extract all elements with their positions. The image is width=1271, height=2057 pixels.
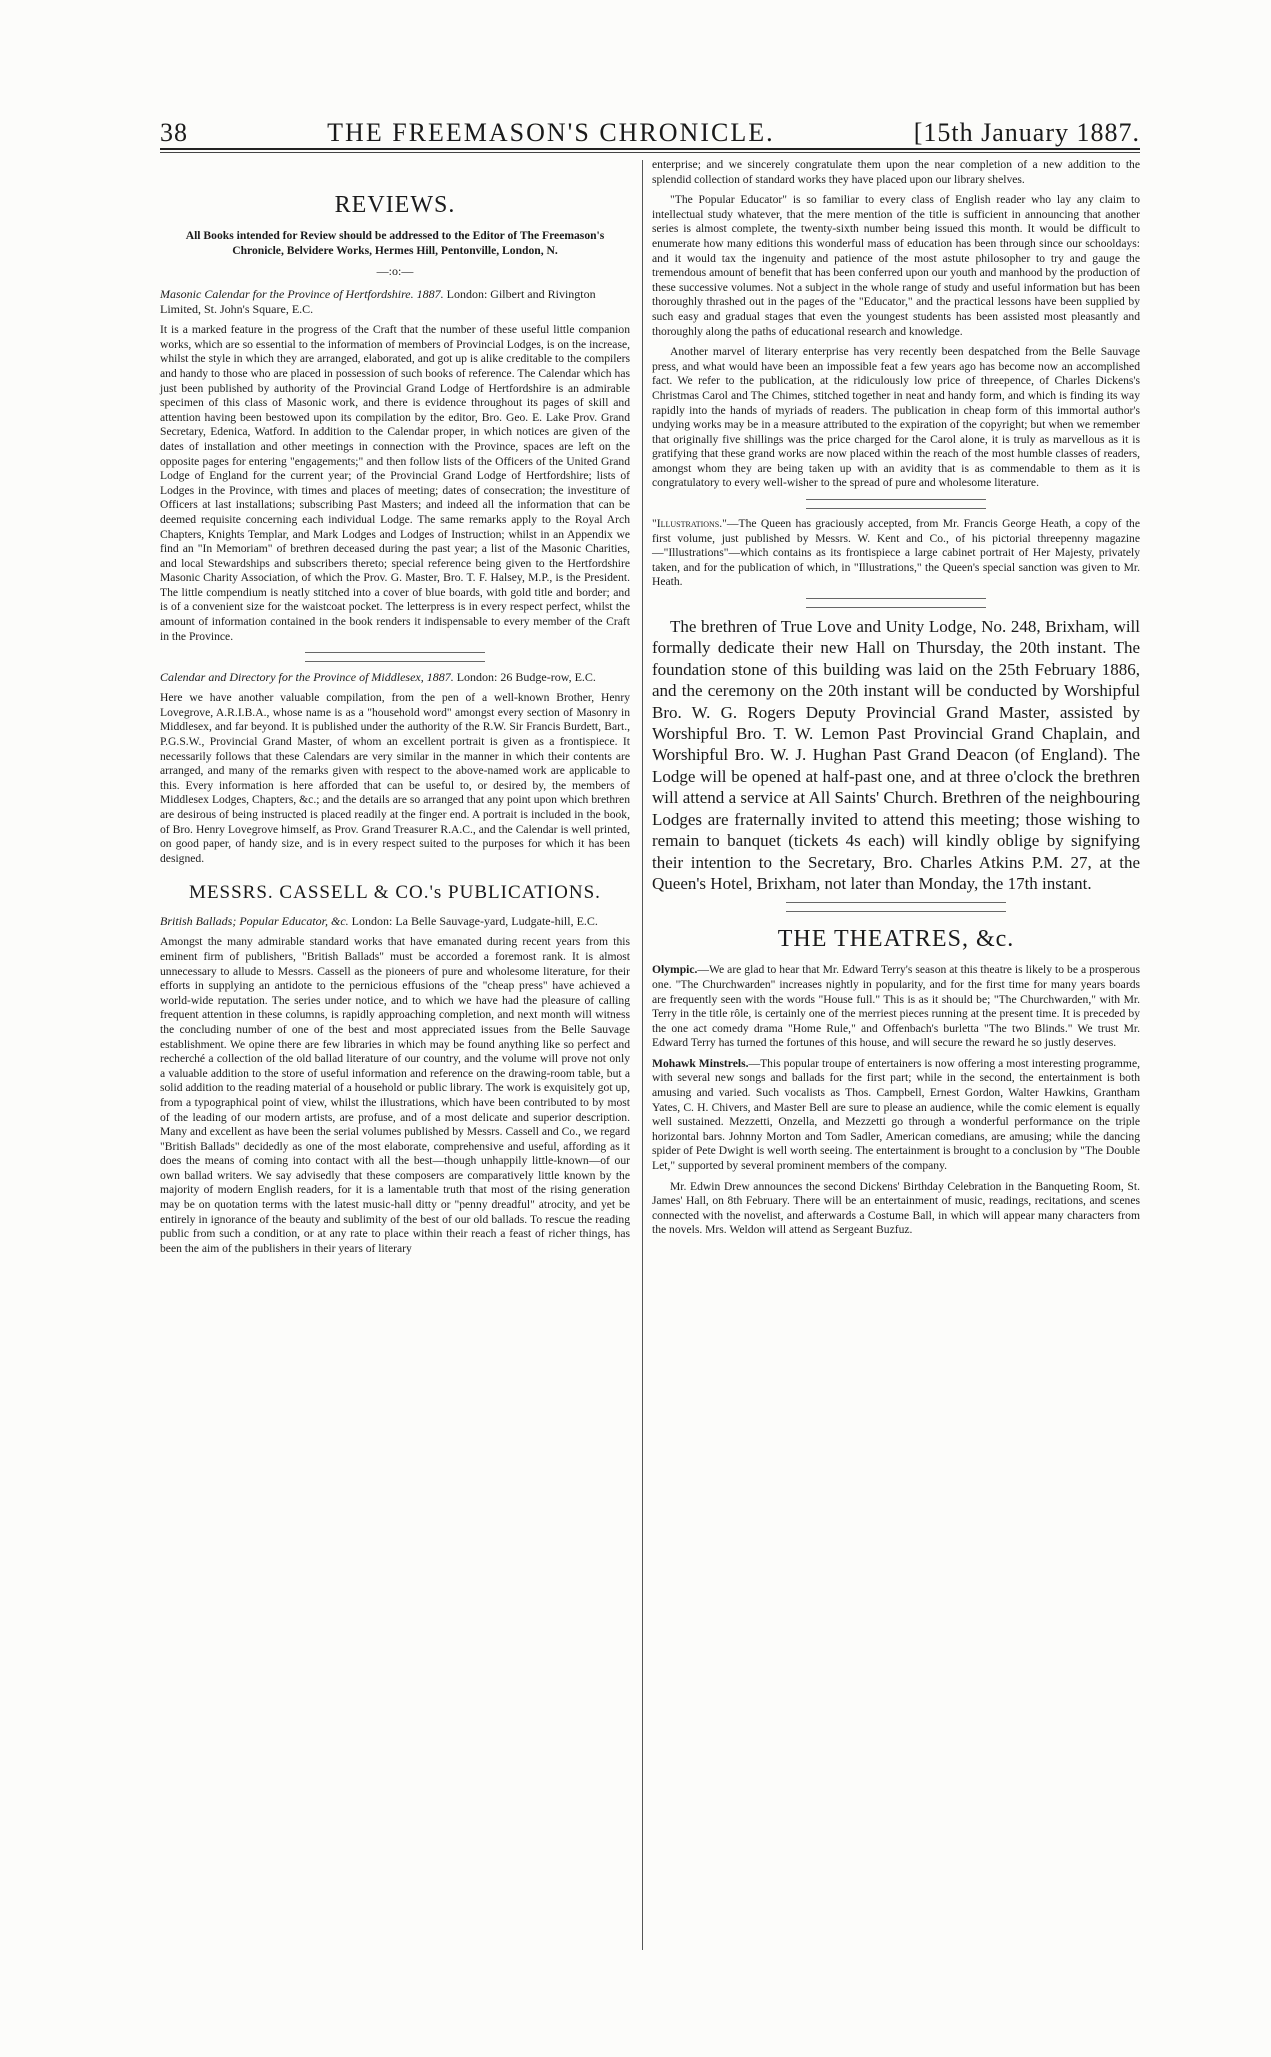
reviews-heading: REVIEWS. bbox=[334, 192, 456, 218]
dickens-review: Another marvel of literary enterprise has very recently been despatched from the Belle Sauvage press, and what would have been an impossible feat a few years ago has become now an accomplished fact. We refer to the publication, at the ridiculously low price of threepence, of Charles Dickens's Christmas Carol and The Chimes, stitched together in neat and handy form, and which is finding its way rapidly into the hands of myriads of readers. The publication in cheap form of this immortal author's undying works may be in a measure attributed to the expiration of the copyright; but when we remember that originally five shillings was the price charged for the Carol alone, it is truly as marvellous as it is gratifying that these grand works are now placed within the reach of the most humble classes of readers, amongst whom they are being taken up with an avidity that is as commendable to them as it is congratulatory to every well-wisher to the spread of pure and wholesome literature. bbox=[652, 345, 1140, 490]
brixham-notice-block bbox=[652, 616, 1140, 894]
illustrations-text: —The Queen has graciously accepted, from Mr. Francis George Heath, a copy of the first volume, just published by Messrs. W. Kent and Co., of his pictorial threepenny magazine—"Illustrations"—which contains as its frontispiece a large cabinet portrait of Her Majesty, privately taken, and for the publication of which, in "Illustrations," the Queen's special sanction was given to Mr. Heath. bbox=[652, 517, 1140, 589]
issue-date: [15th January 1887. bbox=[913, 118, 1140, 147]
cassell-title: British Ballads; Popular Educator, &c. bbox=[160, 914, 349, 929]
section-divider bbox=[806, 499, 986, 509]
educator-review: "The Popular Educator" is so familiar to every class of English reader who lay any claim to intellectual study whatever, that the mere mention of the title is sufficient in announcing that another series is almost complete, the twenty-sixth number being issued this month. It would be difficult to enumerate how many editions this wonderful mass of education has been through since our schooldays: and it would tax the ingenuity and patience of the most astute philosopher to try and gauge the tremendous amount of benefit that has been conferred upon our youth and manhood by the production of these successive volumes. Not a subject in the whole range of study and useful information but has been thoroughly thrashed out in the pages of the "Educator," and the practical lessons have been supplied by such easy and gradual stages that even the youngest students has been assisted most pleasantly and thoroughly along the paths of educational research and knowledge. bbox=[652, 193, 1140, 338]
book2-review: Here we have another valuable compilation, from the pen of a well-known Brother, Henry Lovegrove, A.R.I.B.A., whose name is as a "household word" amongst every section of Masonry in Middlesex, and far beyond. It is published under the authority of the R.W. Sir Francis Burdett, Bart., P.G.S.W., Provincial Grand Master, of whom an excellent portrait is given as a frontispiece. It necessarily follows that these Calendars are very similar in the manner in which their contents are arranged, and many of the remarks given with respect to the above-named work are applicable to this. Every information is here afforded that can be useful to, or desired by, the members of Middlesex Lodges, Chapters, &c.; and the details are so arranged that any point upon which brethren are desirous of being instructed is placed readily at the finger end. A portrait is included in the book, of Bro. Henry Lovegrove himself, as Prov. Grand Treasurer R.A.C., and the Calendar is well printed, on good paper, of handy size, and is in every respect suited to the purposes for which it has been designed. bbox=[160, 691, 630, 865]
book1-title: Masonic Calendar for the Province of Hertfordshire. 1887. bbox=[160, 287, 444, 302]
section-divider bbox=[305, 652, 485, 662]
illustrations-label: "Illustrations." bbox=[652, 517, 727, 531]
book1-publisher: London: Gilbert and Rivington Limited, St. John's Square, E.C. bbox=[160, 287, 596, 317]
page-header bbox=[160, 108, 1140, 148]
reviews-note: All Books intended for Review should be addressed to the Editor of The Freemason's Chronicle, Belvidere Works, Hermes Hill, Pentonville, London, N. bbox=[185, 229, 605, 257]
header-rule bbox=[160, 148, 1140, 150]
olympic-paragraph bbox=[652, 963, 1140, 1051]
cassell-title-line bbox=[160, 914, 630, 929]
mohawk-paragraph bbox=[652, 1057, 1140, 1174]
illustrations-notice bbox=[652, 517, 1140, 590]
section-divider bbox=[806, 598, 986, 608]
cassell-review-continued: enterprise; and we sincerely congratulate them upon the near completion of a new addition to the splendid collection of standard works they have placed upon our library shelves. bbox=[652, 158, 1140, 186]
book2-heading bbox=[160, 670, 630, 685]
reviews-separator: —:o:— bbox=[376, 264, 414, 279]
book1-review: It is a marked feature in the progress of the Craft that the number of these useful little companion works, which are so essential to the information of members of Provincial Lodges, is on the increase, whilst the style in which they are arranged, elaborated, and got up is alike creditable to the compilers and handy to those who are placed in possession of such books of reference. The Calendar which has just been published by authority of the Provincial Grand Lodge of Hertfordshire is an admirable specimen of this class of Masonic work, and there is evidence throughout its pages of skill and attention having been bestowed upon its compilation by the editor, Bro. Geo. E. Lake Prov. Grand Secretary, Edenica, Watford. In addition to the Calendar proper, in which notices are given of the dates of installation and other meetings in connection with the Province, spaces are left on the opposite pages for entering "engagements;" and then follow lists of the Officers of the United Grand Lodge of England for the current year; of the Provincial Grand Lodge of Hertfordshire; lists of Lodges in the Province, with times and places of meeting; dates of consecration; the investiture of Officers at last installations; subscribing Past Masters; and indeed all the information that can be deemed requisite concerning each individual Lodge. The same remarks apply to the Royal Arch Chapters, Knights Templar, and Mark Lodges and Lodges of Instruction; whilst in an Appendix we find an "In Memoriam" of brethren deceased during the past year; a list of the Masonic Charities, and local Stewardships and subscribers thereto; special reference being given to the Hertfordshire Masonic Charity Association, of which the Prov. G. Master, Bro. T. F. Halsey, M.P., is the President. The little compendium is neatly stitched into a cover of blue boards, with gold title and border; and is of a convenient size for the waistcoat pocket. The letterpress is in every respect perfect, whilst the amount of information contained in the book renders it indispensable to every member of the Craft in the Province. bbox=[160, 323, 630, 643]
book1-heading bbox=[160, 287, 630, 317]
column-divider bbox=[642, 160, 643, 1950]
section-divider bbox=[786, 902, 1006, 912]
left-column bbox=[160, 158, 630, 1262]
mohawk-text: —This popular troupe of entertainers is now offering a most interesting programme, with several new songs and ballads for the first part; while in the second, the entertainment is both amusing and varied. Such vocalists as Thos. Campbell, Ernest Gordon, Walter Hawkins, Grantham Yates, C. H. Chivers, and Master Bell are sure to please an audience, while the comic element is equally well sustained. Mezzetti, Onzella, and Mezzetti go through a wonderful performance on the triple horizontal bars. Johnny Morton and Tom Sadler, American comedians, are amusing; while the dancing spider of Pete Dwight is well worth seeing. The entertainment is brought to a conclusion by "The Double Let," supported by several prominent members of the company. bbox=[652, 1056, 1140, 1173]
publication-title: THE FREEMASON'S CHRONICLE. bbox=[327, 118, 775, 147]
cassell-heading: MESSRS. CASSELL & CO.'s PUBLICATIONS. bbox=[189, 882, 601, 904]
drew-notice: Mr. Edwin Drew announces the second Dickens' Birthday Celebration in the Banqueting Room, St. James' Hall, on 8th February. There will be an entertainment of music, readings, recitations, and scenes connected with the novelist, and afterwards a Costume Ball, in which will appear many characters from the novels. Mrs. Weldon will attend as Sergeant Buzfuz. bbox=[652, 1179, 1140, 1237]
page-number: 38 bbox=[160, 118, 188, 147]
theatres-heading: THE THEATRES, &c. bbox=[777, 926, 1015, 953]
brixham-notice: The brethren of True Love and Unity Lodge, No. 248, Brixham, will formally dedicate their new Hall on Thursday, the 20th instant. The foundation stone of this building was laid on the 25th February 1886, and the ceremony on the 20th instant will be conducted by Worshipful Bro. W. G. Rogers Deputy Provincial Grand Master, assisted by Worshipful Bro. T. W. Lemon Past Provincial Grand Chaplain, and Worshipful Bro. W. J. Hughan Past Grand Deacon (of England). The Lodge will be opened at half-past one, and at three o'clock the brethren will attend a service at All Saints' Church. Brethren of the neighbouring Lodges are fraternally invited to attend this meeting; those wishing to remain to banquet (tickets 4s each) will kindly oblige by signifying their intention to the Secretary, Bro. Charles Atkins P.M. 27, at the Queen's Hotel, Brixham, not later than Monday, the 17th instant. bbox=[652, 617, 1140, 893]
cassell-publisher: London: La Belle Sauvage-yard, Ludgate-hill, E.C. bbox=[351, 914, 598, 929]
cassell-review: Amongst the many admirable standard works that have emanated during recent years from this eminent firm of publishers, "British Ballads" must be accorded a foremost rank. It is almost unnecessary to allude to Messrs. Cassell as the pioneers of pure and wholesome literature, for their efforts in supplying an antidote to the pernicious effusions of the "cheap press" have achieved a world-wide reputation. The series under notice, and to which we have had the pleasure of calling frequent attention in these columns, is rapidly approaching completion, and next month will witness the concluding number of one of the best and most appreciated issues from the Belle Sauvage establishment. We opine there are few libraries in which may be found anything like so perfect and recherché a collection of the old ballad literature of our country, and the volume will prove not only a valuable addition to the store of useful information and reference on the drawing-room table, but a solid addition to the reading material of a household or public library. The work is exquisitely got up, from a typographical point of view, whilst the illustrations, which have been contributed to by most of the leading of our modern artists, are profuse, and of a most delicate and superior description. Many and excellent as have been the serial volumes published by Messrs. Cassell and Co., we regard "British Ballads" decidedly as one of the most elaborate, comprehensive and useful, affording as it does the means of coming into contact with all the best—though unhappily little-known—of our own ballad writers. We say advisedly that these composers are comparatively little known by the majority of modern English readers, for it is a lamentable truth that most of the rising generation may be on quotation terms with the latest music-hall ditty or "penny dreadful" atrocity, and yet be entirely in ignorance of the beauty and sublimity of the best of our old ballads. To rescue the reading public from such a condition, or at any rate to place within their reach a feast of richer things, has been the aim of the publishers in their years of literary bbox=[160, 935, 630, 1255]
right-column bbox=[652, 158, 1140, 1244]
mohawk-label: Mohawk Minstrels. bbox=[652, 1056, 749, 1070]
olympic-text: —We are glad to hear that Mr. Edward Terry's season at this theatre is likely to be a prosperous one. "The Churchwarden" increases nightly in popularity, and for the first time for many years boards are frequently seen with the words "House full." This is as it should be; "The Churchwarden," with Mr. Terry in the title rôle, is certainly one of the merriest pieces running at the present time. It is preceded by the one act comedy drama "Home Rule," and Offenbach's burletta "The two Blinds." We trust Mr. Edward Terry has turned the fortunes of this house, and will secure the reward he so justly deserves. bbox=[652, 963, 1140, 1050]
book2-title: Calendar and Directory for the Province of Middlesex, 1887. bbox=[160, 670, 454, 685]
book2-publisher: London: 26 Budge-row, E.C. bbox=[456, 670, 596, 685]
header-rule-thin bbox=[160, 152, 1140, 153]
olympic-label: Olympic. bbox=[652, 963, 698, 977]
